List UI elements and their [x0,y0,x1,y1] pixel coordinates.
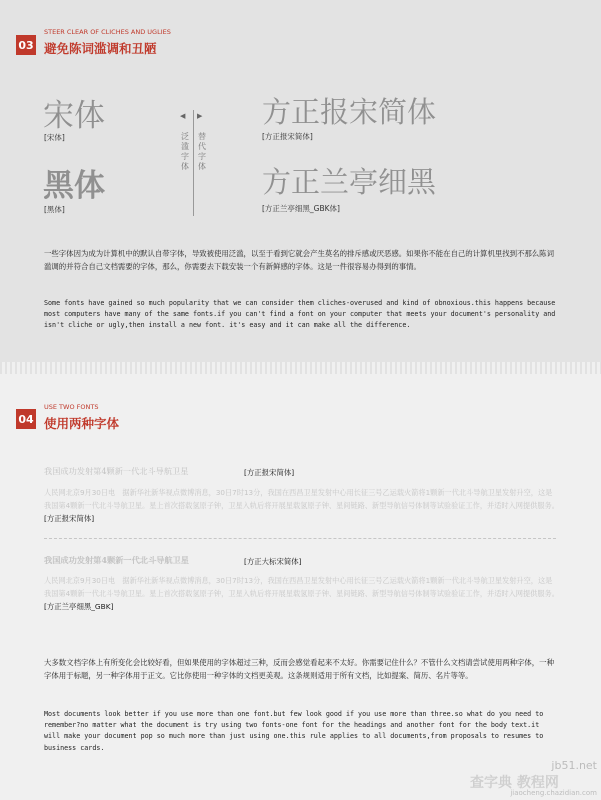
section-subtitle-en: STEER CLEAR OF CLICHES AND UGLIES [44,28,171,36]
example2-body-label: [方正兰亭细黑_GBK] [44,601,114,611]
section-title-2: 使用两种字体 [44,416,120,431]
example1-headline: 我国成功发射第4颗新一代北斗导航卫星 [44,466,189,476]
font-label-heiti: [黑体] [44,205,65,214]
example2-body-text: 人民网北京9月30日电 据新华社新华视点微博消息，30日7时13分，我国在西昌卫星发射中心用长征三号乙运载火箭将1颗新一代北斗导航卫星发射升空，这是我国第4颗新一代北斗导航卫星。星上首次搭载氢原子钟，卫星入轨后将开展星载氢原子钟、星间链路、新型导航信号体制等试验验证工作，并适时入网提供服务。 [44,576,556,598]
font-label-fangzheng-baosong: [方正报宋简体] [262,132,313,141]
replacement-divider [174,110,214,216]
section-subtitle-en-2: USE TWO FONTS [44,403,99,411]
divider-left-text: 泛滥字体 [181,132,189,171]
arrow-right-icon: ▶ [197,112,203,120]
paragraph-en-two-fonts: Most documents look better if you use more than one font.but few look good if you use more than three.so what do you need to remember?no matter what the document is try using two fonts-one font for the headings and another font for the body text.it will make your document pop so much more than just using one.this rule applies to all documents,from proposals to resumes to business cards. [44,710,544,752]
font-sample-songti: 宋体 [43,98,105,134]
font-sample-heiti: 黑体 [43,168,105,204]
example-divider [44,538,556,539]
font-sample-fangzheng-lanting: 方正兰亭细黑 [262,165,437,199]
font-label-fangzheng-lanting: [方正兰亭细黑_GBK体] [262,204,340,213]
section-number-badge: 03 [16,35,36,55]
divider-line [193,110,194,216]
paragraph-en-cliches: Some fonts have gained so much popularity that we can consider them cliches-overused and kind of obnoxious.this happens because most computers have many of the same fonts.if you can't find a font on your computer that meets your document's personality and isn't cliche or ugly,then install a new font. it's easy and it can make all the difference. [44,299,556,330]
section-separator [0,362,601,374]
paragraph-cn-two-fonts: 大多数文档字体上有所变化会比较好看，但如果使用的字体超过三种，反而会感觉看起来不太好。你需要记住什么？不管什么文档请尝试使用两种字体，一种字体用于标题，另一种字体用于正文。它比你使用一种字体的文档更美观。这条规则适用于所有文档，比如提案、简历、名片等等。 [44,658,554,680]
font-label-songti: [宋体] [44,133,65,142]
example1-body [44,487,558,525]
divider-right-text: 替代字体 [198,132,206,171]
example2-headline-label: [方正大标宋简体] [244,557,302,566]
example1-body-label: [方正报宋简体] [44,513,95,523]
paragraph-cn-cliches: 一些字体因为成为计算机中的默认自带字体，导致被使用泛滥，以至于看到它就会产生莫名的排斥感或厌恶感。如果你不能在自己的计算机里找到不那么陈词滥调的并符合自己文档需要的字体，那么，你需要去下载安装一个有新鲜感的字体。这是一件很容易办得到的事情。 [44,249,554,271]
example1-body-text: 人民网北京9月30日电 据新华社新华视点微博消息，30日7时13分，我国在西昌卫星发射中心用长征三号乙运载火箭将1颗新一代北斗导航卫星发射升空，这是我国第4颗新一代北斗导航卫星。星上首次搭载氢原子钟，卫星入轨后将开展星载氢原子钟、星间链路、新型导航信号体制等试验验证工作，并适时入网提供服务。 [44,488,556,510]
section-number-badge-2: 04 [16,409,36,429]
watermark-url: jiaocheng.chazidian.com [510,789,597,797]
example1-headline-label: [方正报宋简体] [244,468,295,477]
watermark-site: jb51.net [551,759,597,772]
watermark-brand: 查字典 教程网 [470,775,559,791]
section-title: 避免陈词滥调和丑陋 [44,41,157,56]
example2-headline: 我国成功发射第4颗新一代北斗导航卫星 [44,555,189,565]
example2-body [44,575,558,613]
arrow-left-icon: ◀ [180,112,186,120]
font-sample-fangzheng-baosong: 方正报宋简体 [262,95,437,129]
